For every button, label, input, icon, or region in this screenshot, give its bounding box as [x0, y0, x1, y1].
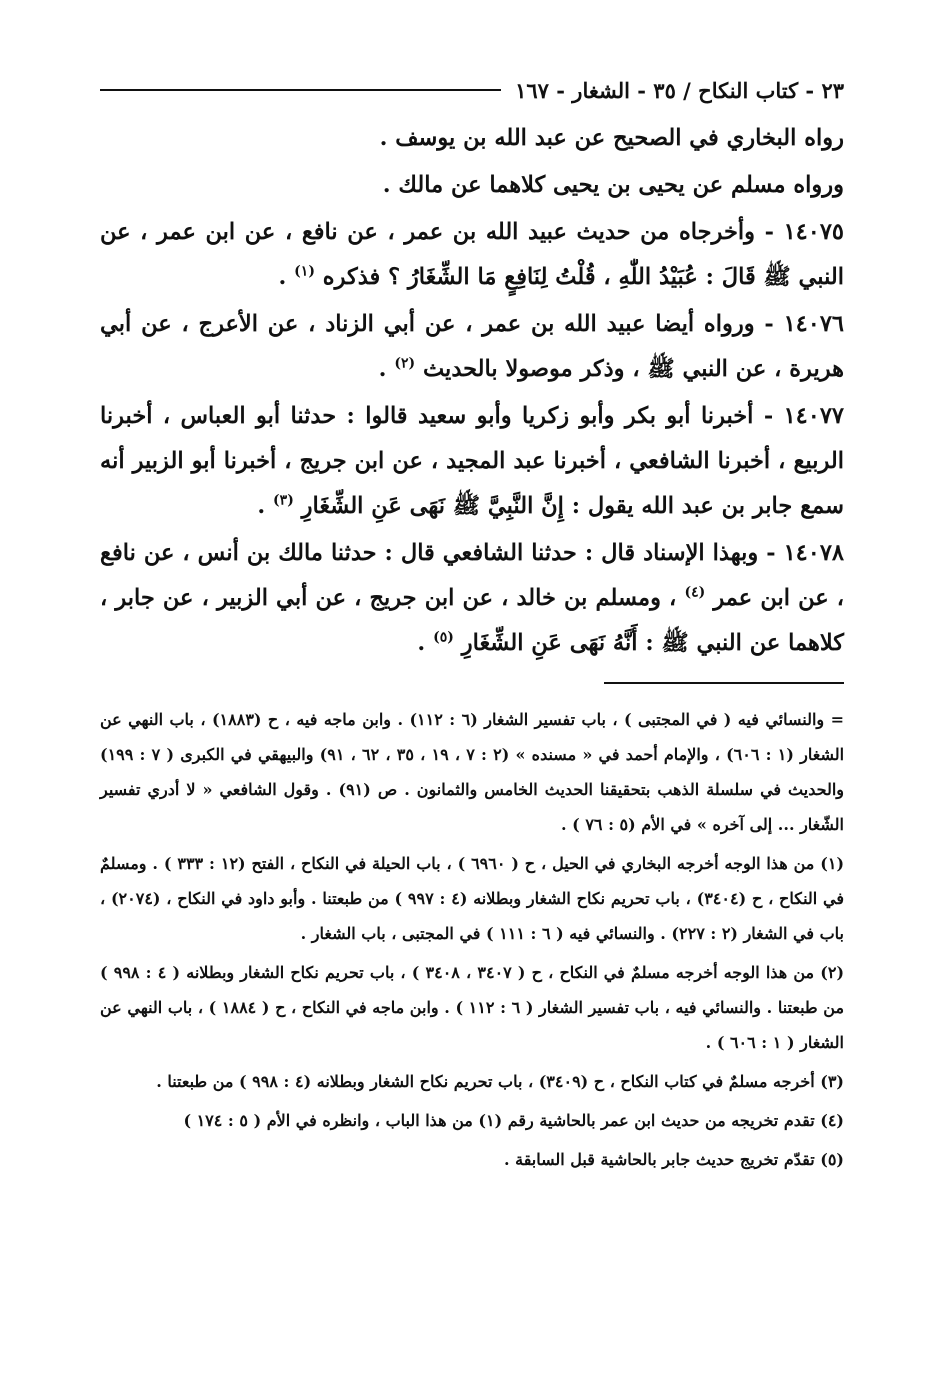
- footnote-ref: (٣): [273, 492, 294, 509]
- hadith-number: ١٤٠٧٨: [783, 540, 844, 566]
- footnote-4: (٤) تقدم تخريجه من حديث ابن عمر بالحاشية رقم (١) من هذا الباب ، وانظره في الأم ( ٥ : ١٧٤ ): [183, 1111, 844, 1130]
- hadith-14076: [100, 302, 844, 392]
- hadith-text: - ورواه أيضا عبيد الله بن عمر ، عن أبي الزناد ، عن الأعرج ، عن أبي هريرة ، عن النبي ﷺ ، وذكر موصولا بالحديث: [100, 311, 844, 382]
- footnote-separator: [604, 682, 844, 684]
- footnote-2: (٢) من هذا الوجه أخرجه مسلمٌ في النكاح ، ح ( ٣٤٠٧ ، ٣٤٠٨ ) ، باب تحريم نكاح الشغار وبطلانه ( ٤ : ٩٩٨ ) من طبعتنا . والنسائي فيه ، باب تفسير الشغار ( ٦ : ١١٢ ) . وابن ماجه في النكاح ، ح ( ١٨٨٤ ) ، باب النهي عن الشغار ( ١ : ٦٠٦ ) .: [100, 963, 845, 1052]
- hadith-end: .: [278, 264, 287, 290]
- footnote-5: (٥) تقدّم تخريج حديث جابر بالحاشية قبل السابقة .: [503, 1150, 844, 1169]
- footnote-ref: (٤): [684, 584, 706, 601]
- hadith-text: ، ومسلم بن خالد ، عن ابن جريج ، عن أبي الزبير ، عن جابر ، كلاهما عن النبي ﷺ : أَنَّهُ نَهَى عَنِ الشِّغَارِ: [100, 585, 844, 656]
- hadith-number: ١٤٠٧٥: [783, 219, 844, 245]
- hadith-number: ١٤٠٧٦: [783, 311, 844, 337]
- hadith-14075: [100, 210, 844, 300]
- hadith-text: - وبهذا الإسناد قال : حدثنا الشافعي قال : حدثنا مالك بن أنس ، عن نافع ، عن ابن عمر: [100, 540, 844, 611]
- paragraph-bukhari: رواه البخاري في الصحيح عن عبد الله بن يوسف .: [379, 125, 844, 151]
- footnote-ref: (٥): [433, 629, 454, 646]
- running-header-title: ٢٣ - كتاب النكاح / ٣٥ - الشغار - ١٦٧: [515, 77, 844, 103]
- running-header: [100, 68, 844, 112]
- paragraph-muslim: ورواه مسلم عن يحيى بن يحيى كلاهما عن مالك .: [382, 172, 844, 198]
- footnote-3: (٣) أخرجه مسلمٌ في كتاب النكاح ، ح (٣٤٠٩) ، باب تحريم نكاح الشغار وبطلانه (٤ : ٩٩٨ ) من طبعتنا .: [156, 1072, 844, 1091]
- hadith-text: - أخبرنا أبو بكر وأبو زكريا وأبو سعيد قالوا : حدثنا أبو العباس ، أخبرنا الربيع ، أخبرنا الشافعي ، أخبرنا عبد المجيد ، عن ابن جريج ، أخبرنا أبو الزبير أنه سمع جابر بن عبد الله يقول : إِنَّ النَّبِيَّ ﷺ نَهَى عَنِ الشِّغَارِ: [100, 403, 844, 519]
- hadith-end: .: [378, 356, 387, 382]
- hadith-end: .: [417, 630, 426, 656]
- footnotes: [100, 702, 844, 1177]
- footnote-ref: (٢): [394, 355, 416, 372]
- footnote-1: (١) من هذا الوجه أخرجه البخاري في الحيل ، ح ( ٦٩٦٠ ) ، باب الحيلة في النكاح ، الفتح (١٢ : ٣٣٣ ) . ومسلمٌ في النكاح ، ح (٣٤٠٤) ، باب تحريم نكاح الشغار وبطلانه (٤ : ٩٩٧ ) من طبعتنا . وأبو داود في النكاح ، (٢٠٧٤) ، باب في الشغار (٢ : ٢٢٧) . والنسائي فيه ( ٦ : ١١١ ) في المجتبى ، باب الشغار .: [100, 854, 845, 943]
- footnote-ref: (١): [294, 263, 315, 280]
- hadith-14078: [100, 531, 844, 666]
- hadith-end: .: [257, 493, 266, 519]
- hadith-14077: [100, 394, 844, 529]
- header-rule: [100, 89, 501, 91]
- main-text: [100, 116, 844, 666]
- hadith-number: ١٤٠٧٧: [783, 403, 844, 429]
- hadith-text: - وأخرجاه من حديث عبيد الله بن عمر ، عن نافع ، عن ابن عمر ، عن النبي ﷺ قَالَ : عُبَيْدُ اللّٰهِ ، قُلْتُ لِنَافِعٍ مَا الشِّغَارُ ؟ فذكره: [100, 219, 844, 290]
- footnote-continued: = والنسائي فيه ( في المجتبى ) ، باب تفسير الشغار (٦ : ١١٢) . وابن ماجه فيه ، ح (١٨٨٣) ، باب النهي عن الشغار (١ : ٦٠٦) ، والإمام أحمد في « مسنده » (٢ : ٧ ، ١٩ ، ٣٥ ، ٦٢ ، ٩١) والبيهقي في الكبرى ( ٧ : ١٩٩) والحديث في سلسلة الذهب بتحقيقنا الحديث الخامس والثمانون . ص (٩١) . وقول الشافعي « لا أدري تفسير الشّغار ... إلى آخره » في الأم (٥ : ٧٦ ) .: [100, 710, 845, 834]
